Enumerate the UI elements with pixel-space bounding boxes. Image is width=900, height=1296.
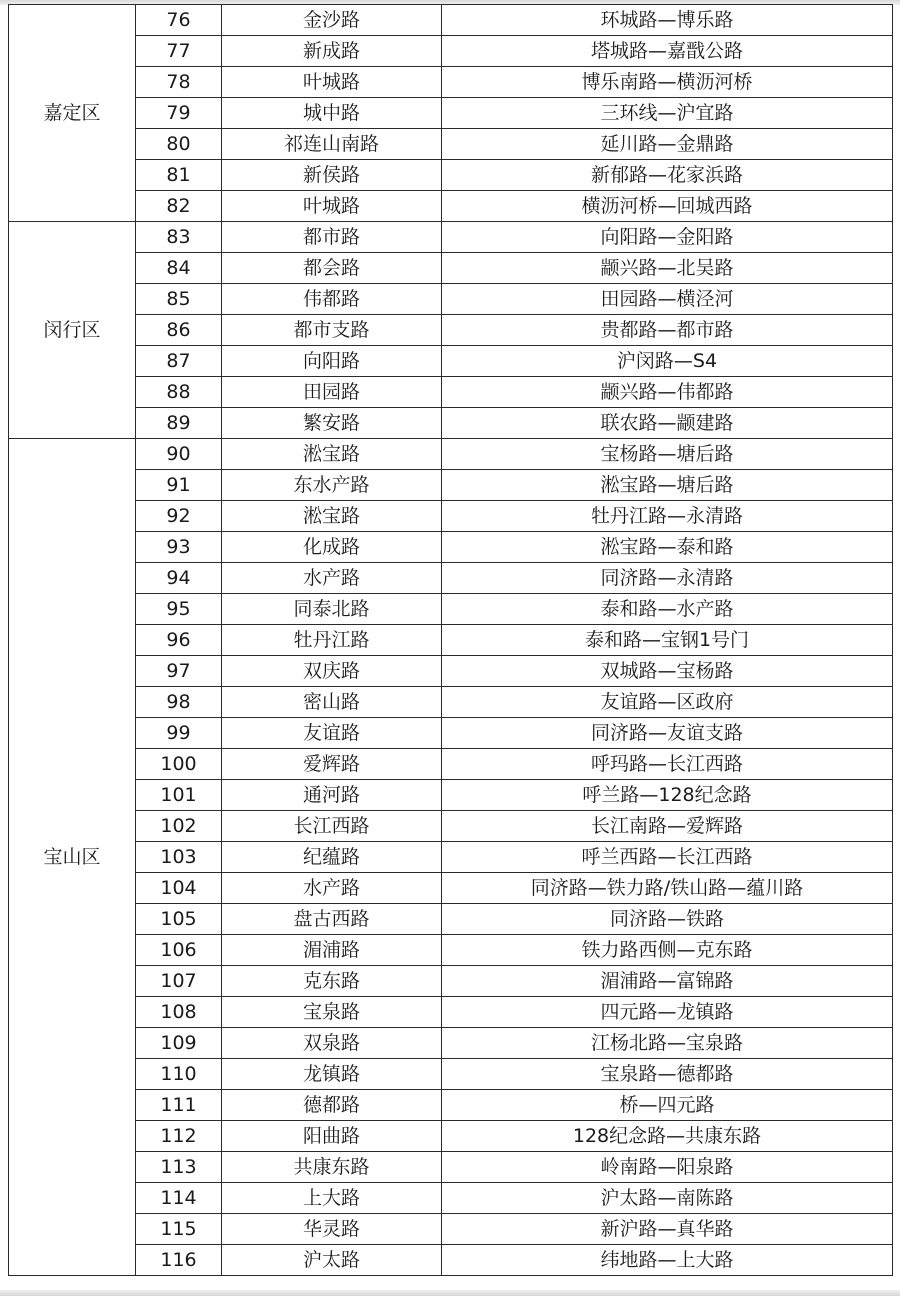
road-name-cell: 盘古西路 (222, 904, 442, 935)
table-row (9, 687, 893, 718)
road-name-cell: 友谊路 (222, 718, 442, 749)
road-section-cell: 贵都路—都市路 (442, 315, 893, 346)
number-cell: 102 (136, 811, 222, 842)
table-row (9, 315, 893, 346)
number-cell: 94 (136, 563, 222, 594)
table-row (9, 656, 893, 687)
road-section-cell: 牡丹江路—永清路 (442, 501, 893, 532)
road-name-cell: 双泉路 (222, 1028, 442, 1059)
road-name-cell: 向阳路 (222, 346, 442, 377)
road-section-cell: 宝杨路—塘后路 (442, 439, 893, 470)
road-section-cell: 同济路—永清路 (442, 563, 893, 594)
number-cell: 108 (136, 997, 222, 1028)
table-row (9, 1245, 893, 1276)
road-name-cell: 同泰北路 (222, 594, 442, 625)
road-section-cell: 塔城路—嘉戬公路 (442, 36, 893, 67)
road-name-cell: 共康东路 (222, 1152, 442, 1183)
road-section-cell: 长江南路—爱辉路 (442, 811, 893, 842)
table-row (9, 718, 893, 749)
road-name-cell: 克东路 (222, 966, 442, 997)
road-name-cell: 都市路 (222, 222, 442, 253)
table-row (9, 966, 893, 997)
table-row (9, 222, 893, 253)
road-name-cell: 都市支路 (222, 315, 442, 346)
road-section-cell: 同济路—友谊支路 (442, 718, 893, 749)
road-section-cell: 同济路—铁路 (442, 904, 893, 935)
road-section-cell: 延川路—金鼎路 (442, 129, 893, 160)
table-row (9, 346, 893, 377)
road-name-cell: 城中路 (222, 98, 442, 129)
road-name-cell: 湄浦路 (222, 935, 442, 966)
table-row (9, 1121, 893, 1152)
road-section-cell: 双城路—宝杨路 (442, 656, 893, 687)
table-row (9, 563, 893, 594)
road-section-cell: 泰和路—宝钢1号门 (442, 625, 893, 656)
number-cell: 87 (136, 346, 222, 377)
number-cell: 115 (136, 1214, 222, 1245)
road-section-cell: 颛兴路—伟都路 (442, 377, 893, 408)
number-cell: 90 (136, 439, 222, 470)
table-row (9, 997, 893, 1028)
number-cell: 93 (136, 532, 222, 563)
table-row (9, 408, 893, 439)
number-cell: 79 (136, 98, 222, 129)
table-row (9, 439, 893, 470)
road-name-cell: 通河路 (222, 780, 442, 811)
number-cell: 78 (136, 67, 222, 98)
road-name-cell: 淞宝路 (222, 501, 442, 532)
road-section-cell: 田园路—横泾河 (442, 284, 893, 315)
road-name-cell: 密山路 (222, 687, 442, 718)
table-row (9, 1059, 893, 1090)
table-row (9, 780, 893, 811)
road-name-cell: 金沙路 (222, 5, 442, 36)
road-name-cell: 叶城路 (222, 67, 442, 98)
table-row (9, 377, 893, 408)
table-row (9, 1214, 893, 1245)
road-section-cell: 博乐南路—横沥河桥 (442, 67, 893, 98)
number-cell: 114 (136, 1183, 222, 1214)
road-name-cell: 牡丹江路 (222, 625, 442, 656)
table-row (9, 501, 893, 532)
road-name-cell: 水产路 (222, 563, 442, 594)
table-row (9, 1183, 893, 1214)
number-cell: 88 (136, 377, 222, 408)
road-name-cell: 水产路 (222, 873, 442, 904)
number-cell: 95 (136, 594, 222, 625)
road-name-cell: 新成路 (222, 36, 442, 67)
table-row (9, 749, 893, 780)
table-row (9, 98, 893, 129)
table-row (9, 191, 893, 222)
road-section-cell: 纬地路—上大路 (442, 1245, 893, 1276)
number-cell: 80 (136, 129, 222, 160)
number-cell: 116 (136, 1245, 222, 1276)
table-row (9, 811, 893, 842)
table-row (9, 873, 893, 904)
district-cell: 嘉定区 (9, 5, 136, 222)
number-cell: 96 (136, 625, 222, 656)
road-table-body (9, 5, 893, 1276)
road-name-cell: 田园路 (222, 377, 442, 408)
road-section-cell: 桥—四元路 (442, 1090, 893, 1121)
road-name-cell: 都会路 (222, 253, 442, 284)
number-cell: 84 (136, 253, 222, 284)
road-section-cell: 友谊路—区政府 (442, 687, 893, 718)
road-name-cell: 化成路 (222, 532, 442, 563)
road-table (8, 4, 893, 1276)
number-cell: 111 (136, 1090, 222, 1121)
table-row (9, 625, 893, 656)
table-row (9, 1028, 893, 1059)
road-section-cell: 沪太路—南陈路 (442, 1183, 893, 1214)
number-cell: 82 (136, 191, 222, 222)
road-name-cell: 双庆路 (222, 656, 442, 687)
road-name-cell: 繁安路 (222, 408, 442, 439)
road-name-cell: 祁连山南路 (222, 129, 442, 160)
road-name-cell: 纪蕴路 (222, 842, 442, 873)
table-row (9, 5, 893, 36)
table-row (9, 594, 893, 625)
number-cell: 106 (136, 935, 222, 966)
number-cell: 110 (136, 1059, 222, 1090)
number-cell: 99 (136, 718, 222, 749)
road-section-cell: 新郁路—花家浜路 (442, 160, 893, 191)
number-cell: 91 (136, 470, 222, 501)
road-section-cell: 横沥河桥—回城西路 (442, 191, 893, 222)
table-row (9, 160, 893, 191)
road-section-cell: 沪闵路—S4 (442, 346, 893, 377)
number-cell: 112 (136, 1121, 222, 1152)
road-name-cell: 上大路 (222, 1183, 442, 1214)
road-name-cell: 新侯路 (222, 160, 442, 191)
number-cell: 101 (136, 780, 222, 811)
table-row (9, 532, 893, 563)
number-cell: 113 (136, 1152, 222, 1183)
road-section-cell: 呼玛路—长江西路 (442, 749, 893, 780)
road-name-cell: 阳曲路 (222, 1121, 442, 1152)
table-row (9, 904, 893, 935)
road-name-cell: 东水产路 (222, 470, 442, 501)
road-name-cell: 爱辉路 (222, 749, 442, 780)
road-section-cell: 宝泉路—德都路 (442, 1059, 893, 1090)
road-name-cell: 华灵路 (222, 1214, 442, 1245)
number-cell: 85 (136, 284, 222, 315)
road-section-cell: 颛兴路—北吴路 (442, 253, 893, 284)
road-section-cell: 128纪念路—共康东路 (442, 1121, 893, 1152)
road-section-cell: 呼兰路—128纪念路 (442, 780, 893, 811)
road-section-cell: 淞宝路—塘后路 (442, 470, 893, 501)
table-row (9, 284, 893, 315)
table-row (9, 842, 893, 873)
table-row (9, 1090, 893, 1121)
road-section-cell: 同济路—铁力路/铁山路—蕴川路 (442, 873, 893, 904)
number-cell: 107 (136, 966, 222, 997)
road-section-cell: 新沪路—真华路 (442, 1214, 893, 1245)
number-cell: 86 (136, 315, 222, 346)
table-row (9, 470, 893, 501)
table-row (9, 935, 893, 966)
table-row (9, 36, 893, 67)
number-cell: 97 (136, 656, 222, 687)
number-cell: 81 (136, 160, 222, 191)
number-cell: 103 (136, 842, 222, 873)
number-cell: 100 (136, 749, 222, 780)
road-section-cell: 湄浦路—富锦路 (442, 966, 893, 997)
road-section-cell: 联农路—颛建路 (442, 408, 893, 439)
number-cell: 92 (136, 501, 222, 532)
number-cell: 83 (136, 222, 222, 253)
number-cell: 76 (136, 5, 222, 36)
road-name-cell: 淞宝路 (222, 439, 442, 470)
number-cell: 109 (136, 1028, 222, 1059)
district-cell: 闵行区 (9, 222, 136, 439)
road-section-cell: 三环线—沪宜路 (442, 98, 893, 129)
road-section-cell: 泰和路—水产路 (442, 594, 893, 625)
road-section-cell: 向阳路—金阳路 (442, 222, 893, 253)
road-name-cell: 叶城路 (222, 191, 442, 222)
road-section-cell: 岭南路—阳泉路 (442, 1152, 893, 1183)
road-section-cell: 江杨北路—宝泉路 (442, 1028, 893, 1059)
road-name-cell: 德都路 (222, 1090, 442, 1121)
bottom-edge (0, 1290, 900, 1296)
number-cell: 98 (136, 687, 222, 718)
number-cell: 89 (136, 408, 222, 439)
table-row (9, 67, 893, 98)
road-section-cell: 环城路—博乐路 (442, 5, 893, 36)
road-name-cell: 宝泉路 (222, 997, 442, 1028)
road-name-cell: 伟都路 (222, 284, 442, 315)
number-cell: 104 (136, 873, 222, 904)
road-section-cell: 淞宝路—泰和路 (442, 532, 893, 563)
road-section-cell: 铁力路西侧—克东路 (442, 935, 893, 966)
district-cell: 宝山区 (9, 439, 136, 1276)
table-row (9, 129, 893, 160)
road-section-cell: 四元路—龙镇路 (442, 997, 893, 1028)
number-cell: 105 (136, 904, 222, 935)
road-section-cell: 呼兰西路—长江西路 (442, 842, 893, 873)
road-name-cell: 沪太路 (222, 1245, 442, 1276)
table-row (9, 1152, 893, 1183)
table-row (9, 253, 893, 284)
road-name-cell: 龙镇路 (222, 1059, 442, 1090)
road-name-cell: 长江西路 (222, 811, 442, 842)
number-cell: 77 (136, 36, 222, 67)
